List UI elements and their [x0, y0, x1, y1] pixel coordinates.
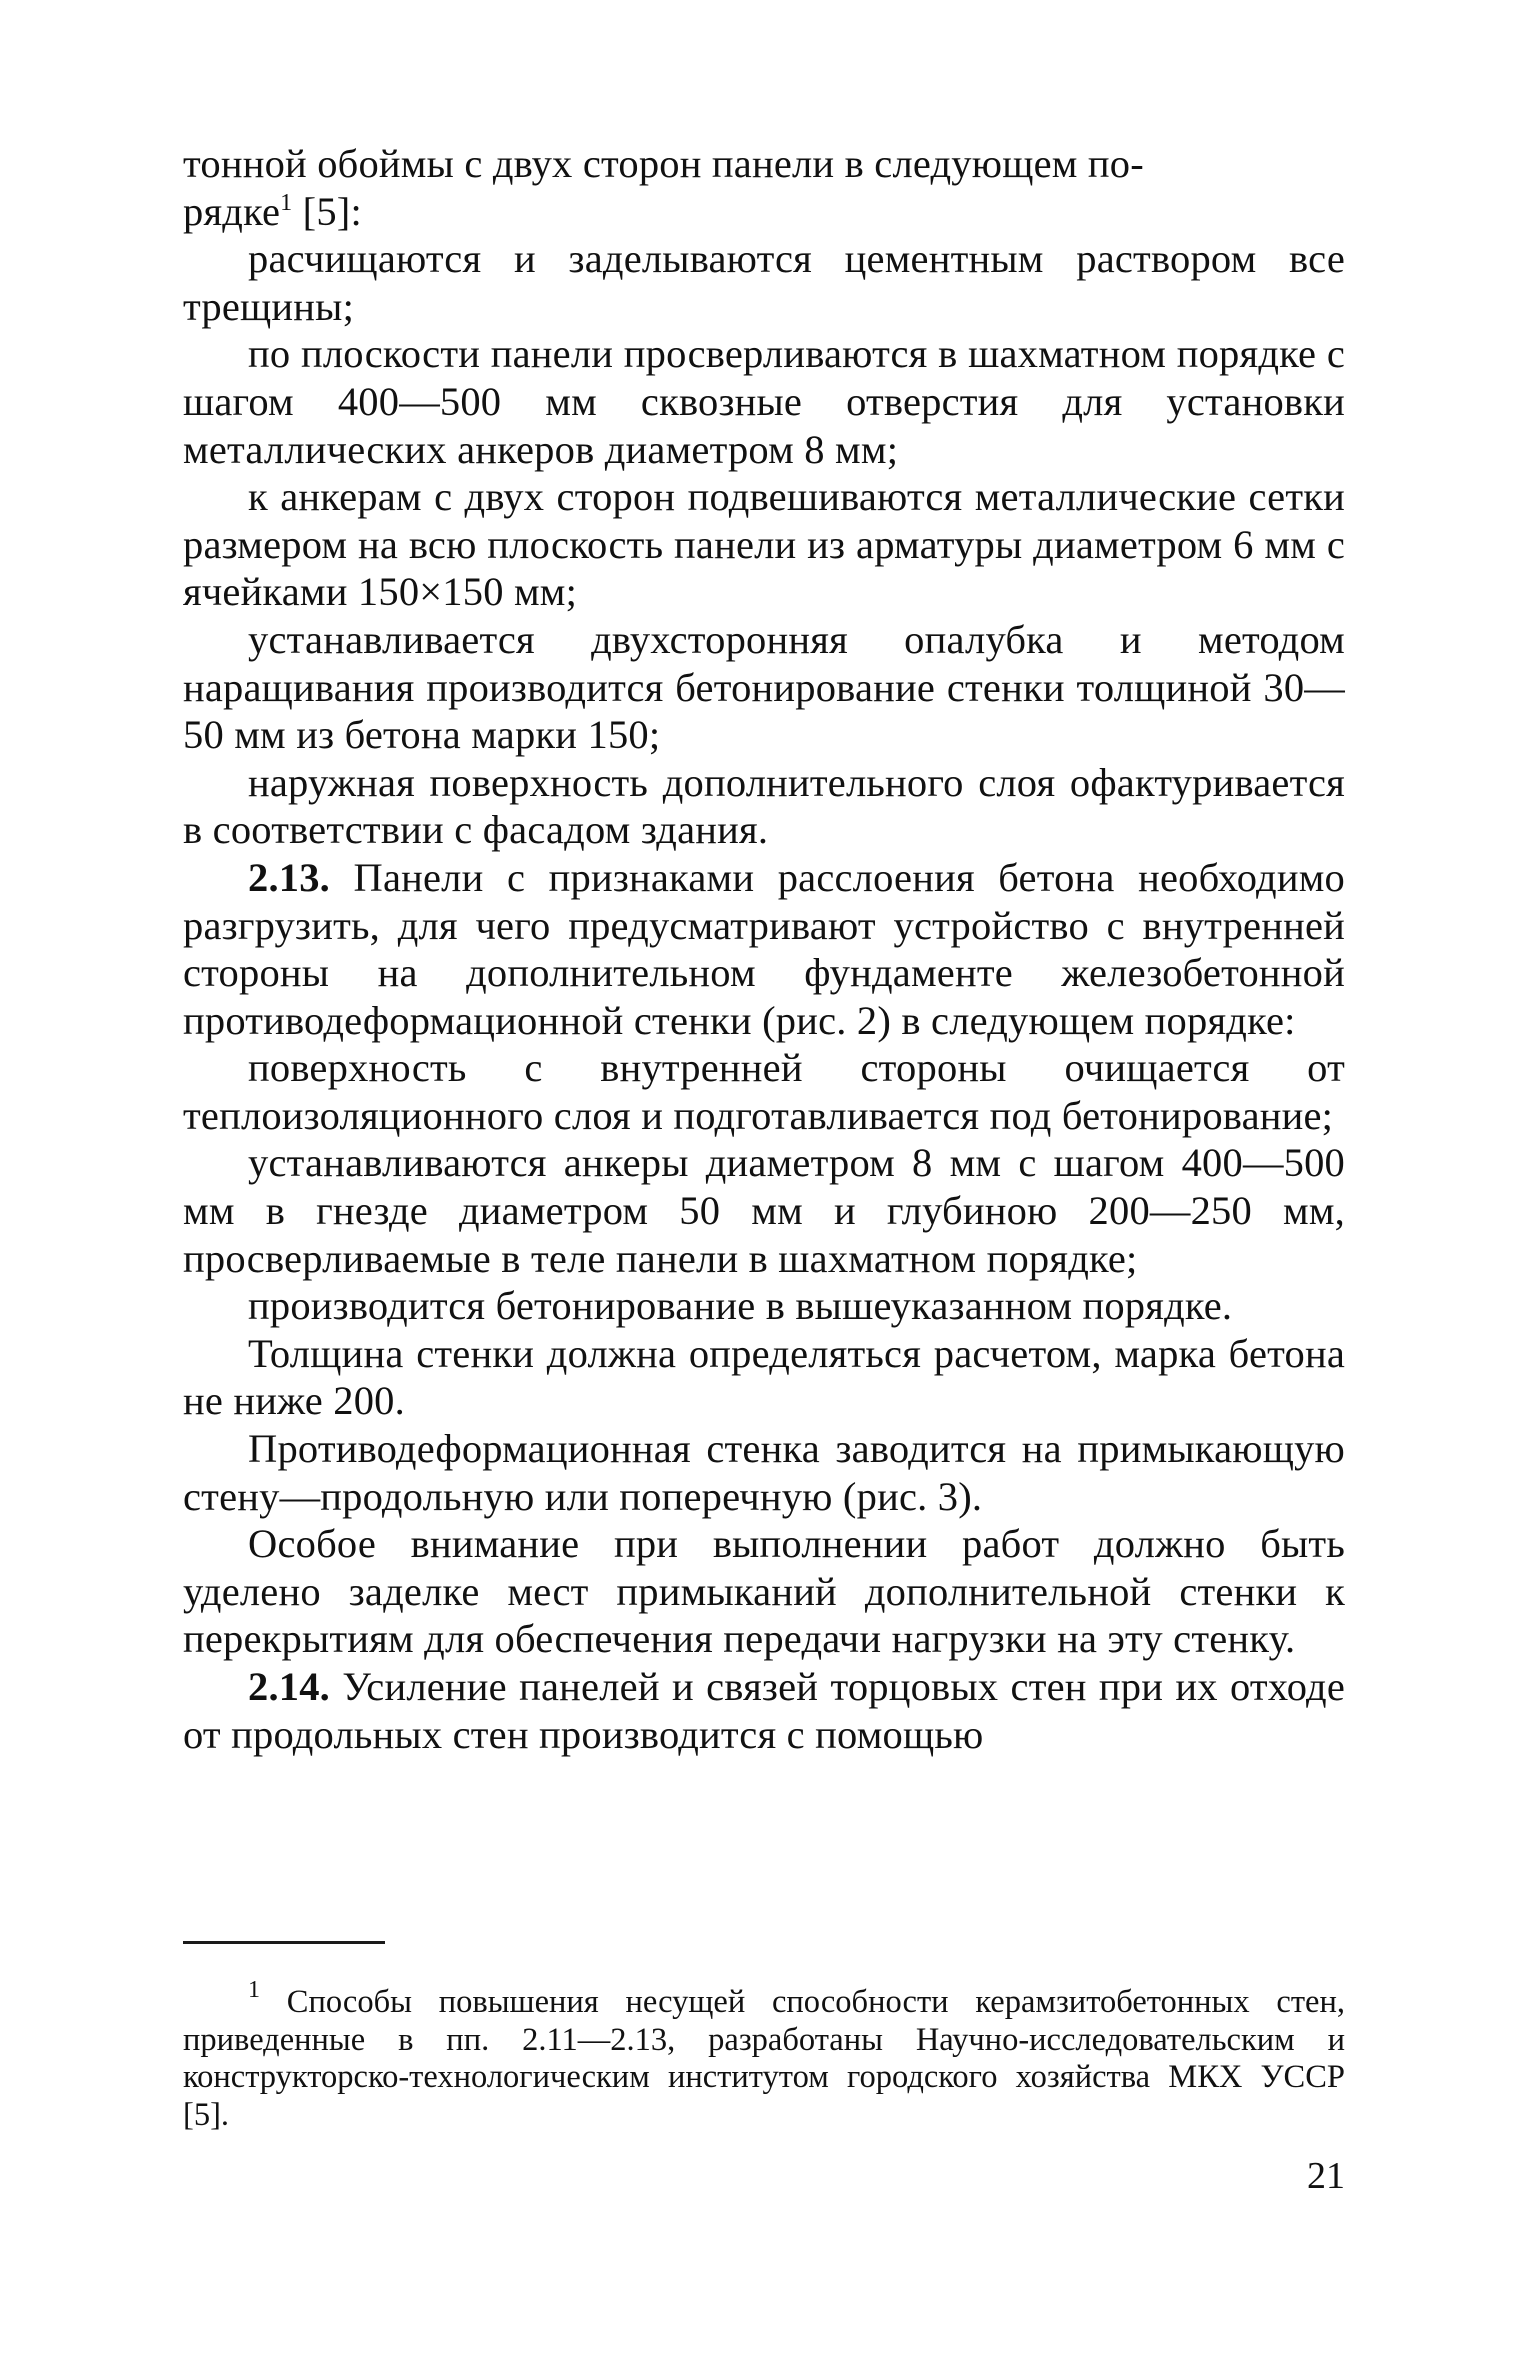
section-text: Усиление панелей и связей торцовых стен при их отходе от продольных стен производится с помощью [183, 1664, 1345, 1757]
paragraph-drilling: по плоскости панели просверливаются в шахматном порядке с шагом 400—500 мм сквозные отверстия для установки металлических анкеров диаметром 8 мм; [183, 331, 1345, 472]
paragraph-surface: наружная поверхность дополнительного слоя офактуривается в соответствии с фасадом здания. [183, 759, 1345, 853]
paragraph-mesh: к анкерам с двух сторон подвешиваются металлические сетки размером на всю плоскость панели из арматуры диаметром 6 мм с ячейками 150×150 мм; [183, 474, 1345, 615]
continuation-line-1: тонной обоймы с двух сторон панели в следующем по- [183, 141, 1144, 186]
footnote [183, 1977, 1345, 2134]
footnote-divider [183, 1941, 385, 1944]
paragraph-concreting: производится бетонирование в вышеуказанном порядке. [248, 1283, 1233, 1329]
page-body [183, 140, 1345, 1758]
continuation-line-2: рядке [183, 188, 281, 234]
paragraph-insulation: поверхность с внутренней стороны очищается от теплоизоляционного слоя и подготавливается под бетонирование; [183, 1045, 1345, 1138]
section-text: Панели с признаками расслоения бетона необходимо разгрузить, для чего предусматривают устройство с внутренней стороны на дополнительном фундаменте железобетонной противодеформационной стенки (рис. 2) в следующем порядке: [183, 854, 1345, 1043]
section-number: 2.14. [248, 1664, 330, 1709]
section-2-14 [183, 1663, 1345, 1758]
footnote-text: Способы повышения несущей способности керамзитобетонных стен, приведенные в пп. 2.11—2.13, разработаны Научно-исследовательским и конструкторско-технологическим институтом городского хозяйства МКХ УССР [5]. [183, 1984, 1345, 2133]
citation-reference: [5]: [292, 188, 362, 234]
paragraph-thickness: Толщина стенки должна определяться расчетом, марка бетона не ниже 200. [183, 1330, 1345, 1424]
paragraph-attention: Особое внимание при выполнении работ должно быть уделено заделке мест примыканий дополнительной стенки к перекрытиям для обеспечения передачи нагрузки на эту стенку. [183, 1521, 1345, 1662]
paragraph-anchors: устанавливаются анкеры диаметром 8 мм с шагом 400—500 мм в гнезде диаметром 50 мм и глубиною 200—250 мм, просверливаемые в теле панели в шахматном порядке; [183, 1140, 1345, 1281]
paragraph-continuation [183, 140, 1345, 235]
page-number: 21 [1307, 2155, 1345, 2197]
section-number: 2.13. [248, 854, 330, 900]
paragraph-wall: Противодеформационная стенка заводится на примыкающую стену—продольную или поперечную (рис. 3). [183, 1426, 1345, 1519]
footnote-reference-marker: 1 [280, 189, 293, 216]
footnote-marker: 1 [248, 1977, 260, 2003]
paragraph-cracks: расчищаются и заделываются цементным раствором все трещины; [183, 236, 1345, 329]
section-2-13 [183, 854, 1345, 1044]
paragraph-formwork: устанавливается двухсторонняя опалубка и методом наращивания производится бетонирование стенки толщиной 30—50 мм из бетона марки 150; [183, 616, 1345, 758]
